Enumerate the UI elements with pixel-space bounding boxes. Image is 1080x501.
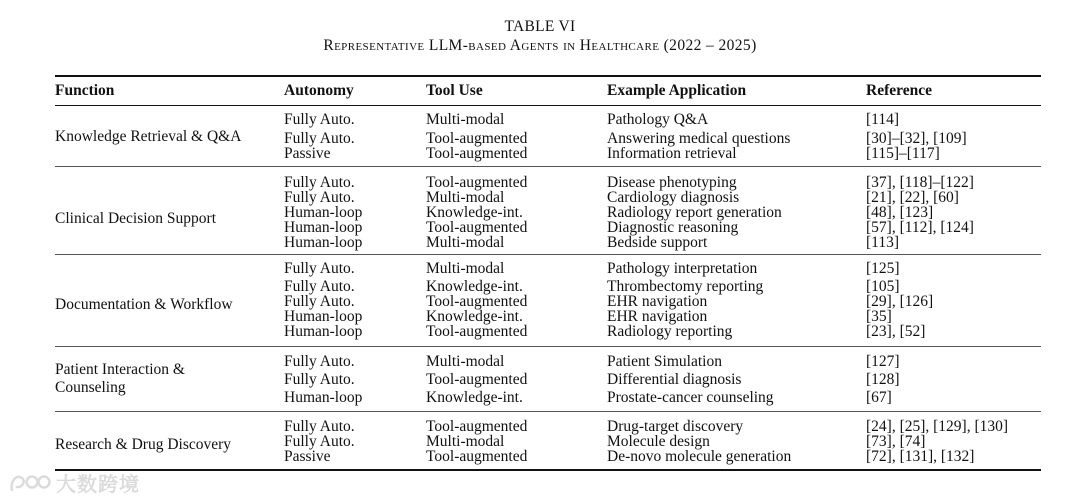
reference-cell: [57], [112], [124]	[866, 219, 974, 236]
autonomy-cell: Fully Auto.	[284, 371, 355, 388]
reference-cell: [72], [131], [132]	[866, 448, 975, 465]
application-cell: Prostate-cancer counseling	[607, 389, 774, 406]
reference-cell: [21], [22], [60]	[866, 189, 959, 206]
function-clinical-decision-support: Clinical Decision Support	[55, 210, 217, 227]
autonomy-cell: Fully Auto.	[284, 278, 355, 295]
autonomy-cell: Fully Auto.	[284, 418, 355, 435]
header-function: Function	[55, 82, 115, 99]
autonomy-cell: Human-loop	[284, 308, 363, 325]
watermark-logo-icon	[8, 470, 52, 496]
autonomy-cell: Fully Auto.	[284, 433, 355, 450]
reference-cell: [29], [126]	[866, 293, 934, 310]
reference-cell: [127]	[866, 353, 900, 370]
tool-cell: Knowledge-int.	[426, 204, 523, 221]
application-cell: Information retrieval	[607, 145, 737, 162]
tool-cell: Multi-modal	[426, 353, 505, 370]
autonomy-cell: Human-loop	[284, 204, 363, 221]
tool-cell: Knowledge-int.	[426, 278, 523, 295]
reference-cell: [37], [118]–[122]	[866, 174, 974, 191]
reference-cell: [67]	[866, 389, 892, 406]
reference-cell: [105]	[866, 278, 900, 295]
application-cell: Bedside support	[607, 234, 708, 251]
header-autonomy: Autonomy	[284, 82, 354, 99]
application-cell: Radiology reporting	[607, 323, 733, 340]
application-cell: Drug-target discovery	[607, 418, 744, 435]
group-separator	[55, 411, 1041, 412]
autonomy-cell: Passive	[284, 448, 331, 465]
reference-cell: [24], [25], [129], [130]	[866, 418, 1009, 435]
autonomy-cell: Human-loop	[284, 389, 363, 406]
tool-cell: Multi-modal	[426, 234, 505, 251]
reference-cell: [115]–[117]	[866, 145, 940, 162]
tool-cell: Tool-augmented	[426, 145, 528, 162]
tool-cell: Tool-augmented	[426, 323, 528, 340]
autonomy-cell: Fully Auto.	[284, 111, 355, 128]
reference-cell: [125]	[866, 260, 900, 277]
autonomy-cell: Fully Auto.	[284, 174, 355, 191]
application-cell: Answering medical questions	[607, 130, 791, 147]
function-documentation-workflow: Documentation & Workflow	[55, 296, 233, 313]
tool-cell: Multi-modal	[426, 260, 505, 277]
table-label: TABLE VI	[504, 18, 576, 35]
application-cell: De-novo molecule generation	[607, 448, 792, 465]
function-research-drug-discovery: Research & Drug Discovery	[55, 436, 232, 453]
tool-cell: Tool-augmented	[426, 219, 528, 236]
tool-cell: Tool-augmented	[426, 371, 528, 388]
autonomy-cell: Fully Auto.	[284, 353, 355, 370]
reference-cell: [35]	[866, 308, 892, 325]
tool-cell: Knowledge-int.	[426, 308, 523, 325]
reference-cell: [73], [74]	[866, 433, 926, 450]
tool-cell: Knowledge-int.	[426, 389, 523, 406]
autonomy-cell: Fully Auto.	[284, 130, 355, 147]
autonomy-cell: Fully Auto.	[284, 293, 355, 310]
application-cell: Molecule design	[607, 433, 710, 450]
application-cell: EHR navigation	[607, 293, 708, 310]
autonomy-cell: Human-loop	[284, 219, 363, 236]
tool-cell: Tool-augmented	[426, 448, 528, 465]
application-cell: Diagnostic reasoning	[607, 219, 739, 236]
reference-cell: [113]	[866, 234, 899, 251]
application-cell: Differential diagnosis	[607, 371, 742, 388]
header-tool-use: Tool Use	[426, 82, 483, 99]
application-cell: Patient Simulation	[607, 353, 722, 370]
autonomy-cell: Human-loop	[284, 234, 363, 251]
group-separator	[55, 254, 1041, 255]
tool-cell: Tool-augmented	[426, 293, 528, 310]
reference-cell: [23], [52]	[866, 323, 926, 340]
watermark	[8, 468, 140, 497]
header-reference: Reference	[866, 82, 932, 99]
application-cell: Pathology Q&A	[607, 111, 709, 128]
header-rule	[55, 105, 1041, 106]
tool-cell: Multi-modal	[426, 189, 505, 206]
application-cell: Radiology report generation	[607, 204, 782, 221]
autonomy-cell: Human-loop	[284, 323, 363, 340]
tool-cell: Tool-augmented	[426, 130, 528, 147]
tool-cell: Tool-augmented	[426, 174, 528, 191]
application-cell: Pathology interpretation	[607, 260, 758, 277]
reference-cell: [48], [123]	[866, 204, 934, 221]
autonomy-cell: Fully Auto.	[284, 189, 355, 206]
function-patient-interaction-line2: Counseling	[55, 379, 126, 396]
watermark-text: 大数跨境	[56, 472, 140, 496]
reference-cell: [30]–[32], [109]	[866, 130, 967, 147]
reference-cell: [114]	[866, 111, 899, 128]
autonomy-cell: Passive	[284, 145, 331, 162]
table-title: Representative LLM-based Agents in Healthcare (2022 – 2025)	[323, 37, 757, 54]
tool-cell: Multi-modal	[426, 111, 505, 128]
reference-cell: [128]	[866, 371, 900, 388]
group-separator	[55, 166, 1041, 167]
tool-cell: Tool-augmented	[426, 418, 528, 435]
group-separator	[55, 346, 1041, 347]
autonomy-cell: Fully Auto.	[284, 260, 355, 277]
application-cell: Cardiology diagnosis	[607, 189, 740, 206]
bottom-rule	[55, 469, 1041, 471]
top-rule	[55, 75, 1041, 77]
application-cell: Disease phenotyping	[607, 174, 737, 191]
application-cell: Thrombectomy reporting	[607, 278, 764, 295]
function-patient-interaction: Patient Interaction &	[55, 361, 185, 378]
application-cell: EHR navigation	[607, 308, 708, 325]
tool-cell: Multi-modal	[426, 433, 505, 450]
header-example-application: Example Application	[607, 82, 747, 99]
function-knowledge-retrieval: Knowledge Retrieval & Q&A	[55, 128, 242, 145]
